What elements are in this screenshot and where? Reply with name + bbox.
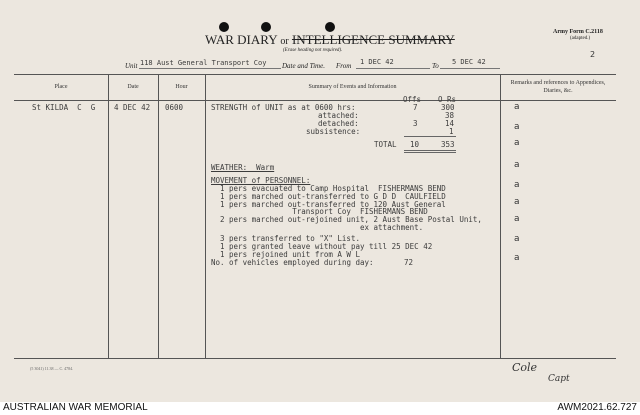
col-divider-place-date (108, 74, 109, 358)
table-top-rule (14, 74, 616, 75)
movement-line: ex attachment. (220, 223, 424, 232)
movement-line: 3 pers transferred to "X" List. (220, 234, 360, 243)
unit-underline (139, 68, 281, 69)
date-time-label: Date and Time. (282, 62, 325, 70)
form-page-mark: 2 (590, 50, 596, 59)
strength-heading: STRENGTH of UNIT as at 0600 hrs: (211, 103, 356, 112)
remark-mark: a (514, 180, 520, 190)
movement-heading: MOVEMENT of PERSONNEL: (211, 176, 311, 185)
to-label: To (432, 62, 439, 70)
from-underline (356, 68, 430, 69)
strength-row-label: attached: (318, 111, 359, 120)
vehicles-label: No. of vehicles employed during day: (211, 258, 374, 267)
punch-hole-left (219, 22, 229, 32)
strength-total-double-rule (404, 152, 456, 153)
remark-mark: a (514, 160, 520, 170)
weather-line: WEATHER: Warm (211, 163, 275, 172)
strength-sum-rule (404, 136, 456, 137)
col-divider-hour-summary (205, 74, 206, 358)
movement-line: 1 pers rejoined unit from A W L (220, 250, 360, 259)
army-form-number: Army Form C.2118 (553, 29, 603, 35)
signature-rank: Capt (548, 374, 570, 384)
column-header-place: Place (54, 84, 68, 90)
strength-row-label: subsistence: (306, 127, 361, 136)
strength-row-ors: 1 (449, 127, 454, 136)
remark-mark: a (514, 253, 520, 263)
strength-row-offs: 3 (413, 119, 418, 128)
title-or: or (280, 36, 289, 47)
unit-label: Unit (125, 62, 138, 70)
remark-mark: a (514, 122, 520, 132)
table-bottom-rule (14, 358, 616, 359)
entry-date: 4 DEC 42 (114, 103, 151, 112)
remark-mark: a (514, 197, 520, 207)
unit-value: 118 Aust General Transport Coy (140, 59, 267, 67)
remark-mark: a (514, 102, 520, 112)
remark-mark: a (514, 234, 520, 244)
movement-line: 1 pers marched out-transferred to 120 Aust General (220, 200, 446, 209)
to-date: 5 DEC 42 (452, 58, 486, 66)
form-title (205, 32, 455, 48)
movement-line: 1 pers granted leave without pay till 25 DEC 42 (220, 242, 433, 251)
col-divider-summary-remarks (500, 74, 501, 358)
footer-accession: AWM2021.62.727 (557, 402, 637, 413)
punch-hole-middle (261, 22, 271, 32)
footer-institution: AUSTRALIAN WAR MEMORIAL (3, 402, 148, 413)
strength-col-ors: O Rs (438, 95, 457, 104)
from-date: 1 DEC 42 (360, 58, 394, 66)
col-divider-date-hour (158, 74, 159, 358)
movement-line: 1 pers marched out-transferred to G D D CAULFIELD (220, 192, 446, 201)
table-header-rule (14, 100, 616, 101)
remark-mark: a (514, 138, 520, 148)
strength-row-ors: 14 (445, 119, 455, 128)
from-label: From (336, 62, 352, 70)
vehicles-value: 72 (404, 258, 414, 267)
strength-total-label: TOTAL (374, 140, 397, 149)
movement-line: 1 pers evacuated to Camp Hospital FISHERMANS BEND (220, 184, 446, 193)
movement-line: Transport Coy FISHERMANS BEND (220, 207, 428, 216)
entry-hour: 0600 (165, 103, 184, 112)
form-subtitle: (Erase heading not required). (283, 48, 343, 53)
strength-row-ors: 38 (445, 111, 455, 120)
strength-row-ors: 300 (441, 103, 455, 112)
strength-total-ors: 353 (441, 140, 455, 149)
army-form-adapted: (adapted.) (570, 36, 591, 41)
title-intelligence-summary: INTELLIGENCE SUMMARY (291, 32, 455, 47)
strength-total-double-rule (404, 150, 456, 151)
column-header-summary: Summary of Events and Information (308, 84, 397, 90)
strength-row-offs: 7 (413, 103, 418, 112)
punch-hole-right (325, 22, 335, 32)
column-header-date: Date (127, 84, 139, 90)
signature-name: Cole (512, 361, 538, 374)
title-war-diary: WAR DIARY (205, 32, 278, 47)
strength-col-offs: Offs (403, 95, 422, 104)
to-underline (440, 68, 500, 69)
entry-place: St KILDA C G (32, 103, 96, 112)
column-header-hour: Hour (175, 84, 188, 90)
printer-code: (5 3041) 11.38 — C. 4784. (30, 366, 74, 371)
movement-line: 2 pers marched out-rejoined unit, 2 Aust Base Postal Unit, (220, 215, 482, 224)
remark-mark: a (514, 214, 520, 224)
column-header-remarks: Remarks and references to Appendices, Diaries, &c. (510, 80, 606, 94)
archive-footer (0, 402, 640, 415)
strength-row-label: detached: (318, 119, 359, 128)
strength-total-offs: 10 (410, 140, 420, 149)
